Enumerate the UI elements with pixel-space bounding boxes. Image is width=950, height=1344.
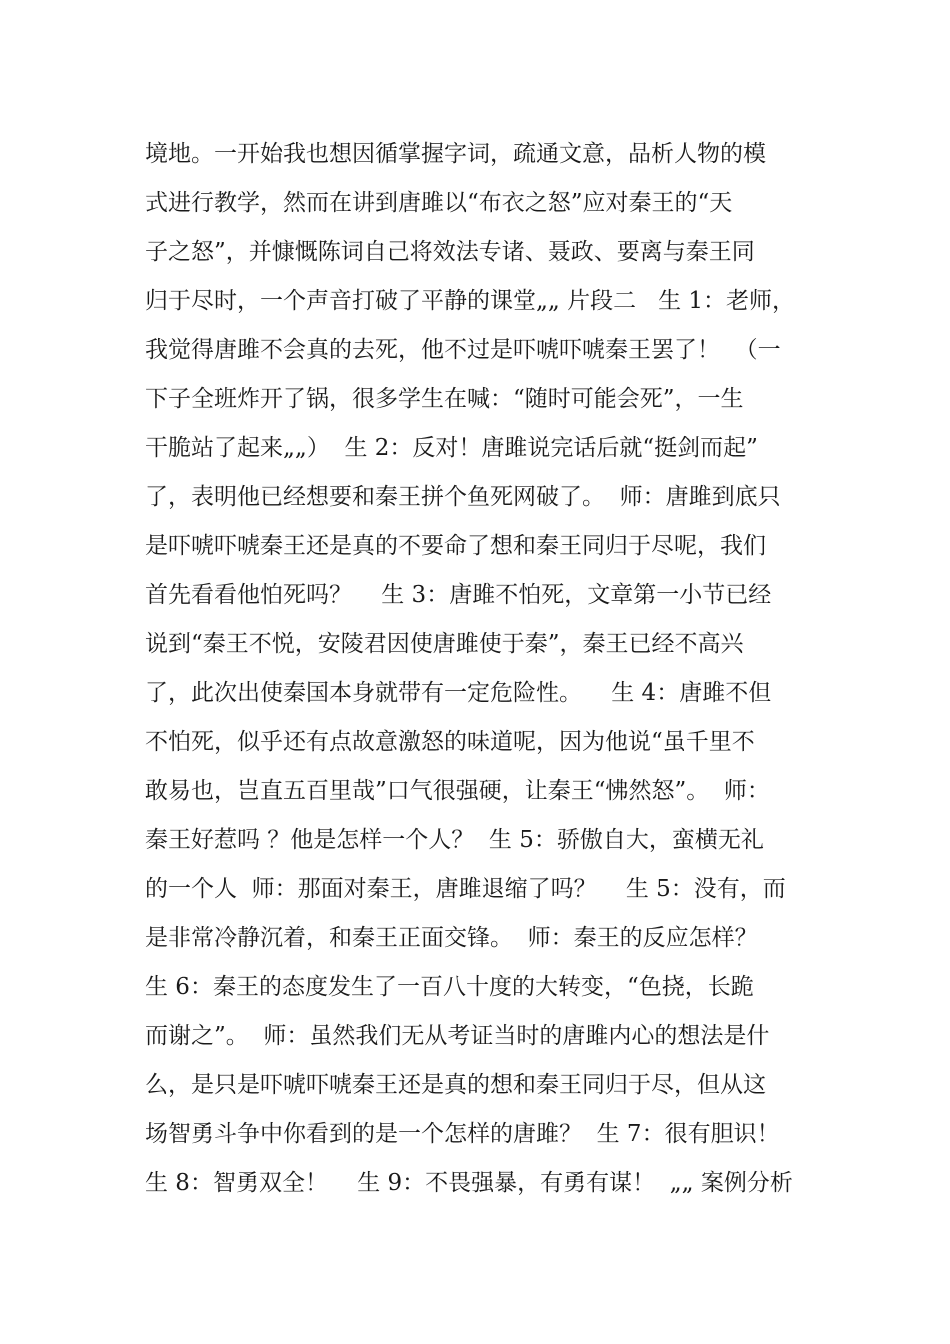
text-line: 境地。一开始我也想因循掌握字词，疏通文意，品析人物的模 bbox=[145, 141, 766, 167]
text-line: 子之怒”，并慷慨陈词自己将效法专诸、聂政、要离与秦王同 bbox=[145, 239, 755, 265]
text-line: 敢易也，岂直五百里哉”口气很强硬，让秦王“怫然怒”。 师： bbox=[145, 778, 770, 804]
text-line: 场智勇斗争中你看到的是一个怎样的唐雎？ 生 7：很有胆识！ bbox=[145, 1121, 780, 1147]
text-line: 归于尽时，一个声音打破了平静的课堂„„ 片段二 生 1：老师， bbox=[145, 288, 796, 314]
text-line: 秦王好惹吗 ？他是怎样一个人？ 生 5：骄傲自大，蛮横无礼 bbox=[145, 827, 764, 853]
text-line: 而谢之”。 师：虽然我们无从考证当时的唐雎内心的想法是什 bbox=[145, 1023, 770, 1049]
text-line: 首先看看他怕死吗？ 生 3：唐雎不怕死，文章第一小节已经 bbox=[145, 582, 772, 608]
text-line: 么，是只是吓唬吓唬秦王还是真的想和秦王同归于尽，但从这 bbox=[145, 1072, 766, 1098]
text-line: 是吓唬吓唬秦王还是真的不要命了想和秦王同归于尽呢，我们 bbox=[145, 533, 766, 559]
text-line: 式进行教学，然而在讲到唐雎以“布衣之怒”应对秦王的“天 bbox=[145, 190, 733, 216]
text-line: 不怕死，似乎还有点故意激怒的味道呢，因为他说“虽千里不 bbox=[145, 729, 755, 755]
text-line: 的一个人 师：那面对秦王，唐雎退缩了吗？ 生 5：没有，而 bbox=[145, 876, 786, 902]
body-text bbox=[145, 130, 815, 1208]
text-line: 了，此次出使秦国本身就带有一定危险性。 生 4：唐雎不但 bbox=[145, 680, 772, 706]
text-line: 生 6：秦王的态度发生了一百八十度的大转变，“色挠，长跪 bbox=[145, 974, 754, 1000]
text-line: 是非常冷静沉着，和秦王正面交锋。 师：秦王的反应怎样？ bbox=[145, 925, 758, 951]
text-line: 说到“秦王不悦，安陵君因使唐雎使于秦”，秦王已经不高兴 bbox=[145, 631, 744, 657]
text-line: 了，表明他已经想要和秦王拼个鱼死网破了。 师：唐雎到底只 bbox=[145, 484, 781, 510]
text-line: 我觉得唐雎不会真的去死，他不过是吓唬吓唬秦王罢了！ （一 bbox=[145, 337, 781, 363]
text-line: 下子全班炸开了锅，很多学生在喊：“随时可能会死”，一生 bbox=[145, 386, 744, 412]
text-line: 生 8：智勇双全！ 生 9：不畏强暴，有勇有谋！ „„ 案例分析 bbox=[145, 1170, 793, 1196]
text-line: 干脆站了起来„„） 生 2：反对！唐雎说完话后就“挺剑而起” bbox=[145, 435, 758, 461]
